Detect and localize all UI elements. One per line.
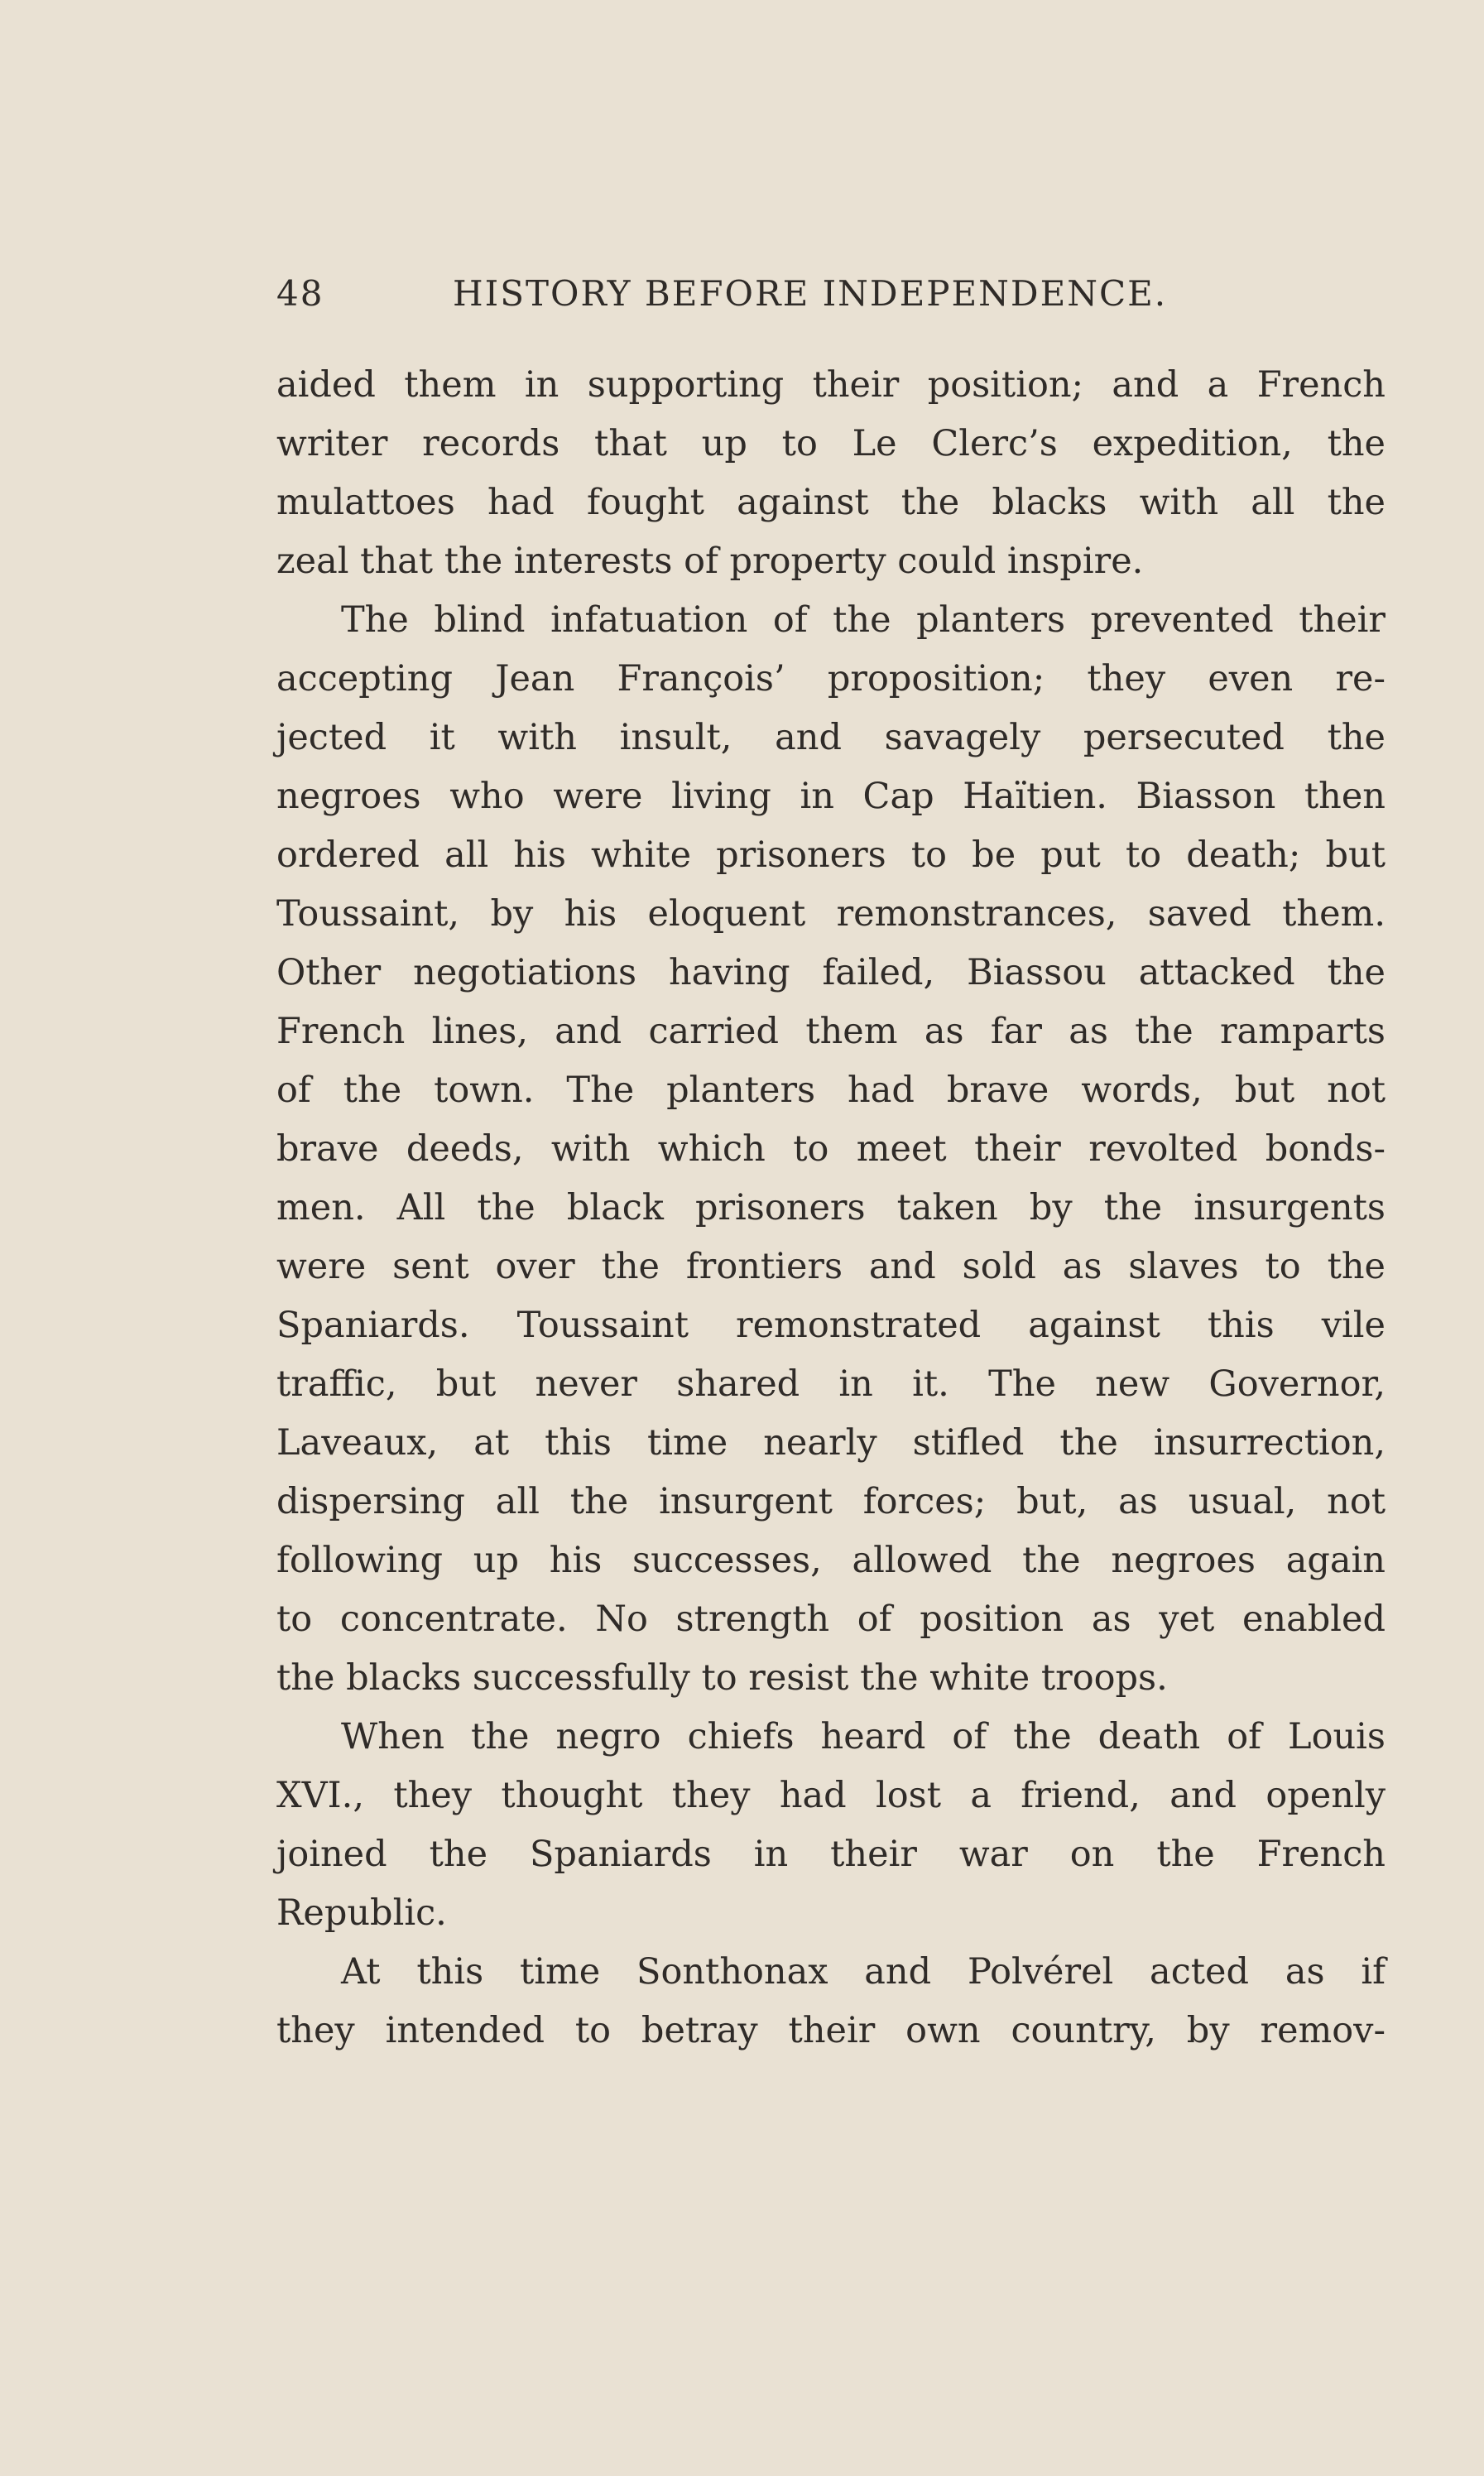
text-line: accepting Jean François’ proposition; they even re- bbox=[276, 658, 1386, 700]
paragraph bbox=[276, 356, 1386, 591]
text-line: writer records that up to Le Clerc’s expedition, the bbox=[276, 423, 1386, 464]
paragraph bbox=[276, 1943, 1386, 2060]
text-line: traffic, but never shared in it. The new Governor, bbox=[276, 1363, 1386, 1405]
text-line: brave deeds, with which to meet their revolted bonds- bbox=[276, 1128, 1386, 1170]
text-line: The blind infatuation of the planters prevented their bbox=[341, 599, 1386, 641]
text-line: Republic. bbox=[276, 1892, 447, 1934]
text-line: following up his successes, allowed the negroes again bbox=[276, 1540, 1386, 1581]
text-line: zeal that the interests of property could inspire. bbox=[276, 541, 1144, 582]
text-line: men. All the black prisoners taken by the insurgents bbox=[276, 1187, 1386, 1228]
running-title: HISTORY BEFORE INDEPENDENCE. bbox=[453, 273, 1168, 314]
text-line: joined the Spaniards in their war on the French bbox=[276, 1834, 1386, 1875]
text-line: to concentrate. No strength of position as yet enabled bbox=[276, 1599, 1386, 1640]
text-line: mulattoes had fought against the blacks with all the bbox=[276, 482, 1386, 523]
text-line: Laveaux, at this time nearly stifled the insurrection, bbox=[276, 1422, 1386, 1464]
body-text bbox=[276, 356, 1386, 2060]
text-line: Spaniards. Toussaint remonstrated against this vile bbox=[276, 1305, 1386, 1346]
paragraph bbox=[276, 1708, 1386, 1943]
page-header bbox=[276, 273, 1386, 331]
text-line: aided them in supporting their position; and a French bbox=[276, 364, 1386, 406]
text-line: When the negro chiefs heard of the death of Louis bbox=[341, 1716, 1386, 1757]
text-line: Toussaint, by his eloquent remonstrances, saved them. bbox=[276, 893, 1386, 935]
text-line: jected it with insult, and savagely persecuted the bbox=[276, 717, 1386, 758]
text-line: of the town. The planters had brave words, but not bbox=[276, 1070, 1386, 1111]
text-line: they intended to betray their own country, by remov- bbox=[276, 2010, 1386, 2051]
text-line: were sent over the frontiers and sold as slaves to the bbox=[276, 1246, 1386, 1287]
text-line: negroes who were living in Cap Haïtien. Biasson then bbox=[276, 776, 1386, 817]
text-line: XVI., they thought they had lost a friend, and openly bbox=[276, 1775, 1386, 1816]
page-number: 48 bbox=[276, 273, 324, 314]
text-line: At this time Sonthonax and Polvérel acted as if bbox=[341, 1951, 1386, 1993]
text-line: French lines, and carried them as far as the ramparts bbox=[276, 1011, 1386, 1052]
text-line: Other negotiations having failed, Biassou attacked the bbox=[276, 952, 1386, 993]
text-line: the blacks successfully to resist the white troops. bbox=[276, 1657, 1168, 1699]
paragraph bbox=[276, 591, 1386, 1708]
text-line: dispersing all the insurgent forces; but, as usual, not bbox=[276, 1481, 1386, 1522]
text-line: ordered all his white prisoners to be put to death; but bbox=[276, 834, 1386, 876]
